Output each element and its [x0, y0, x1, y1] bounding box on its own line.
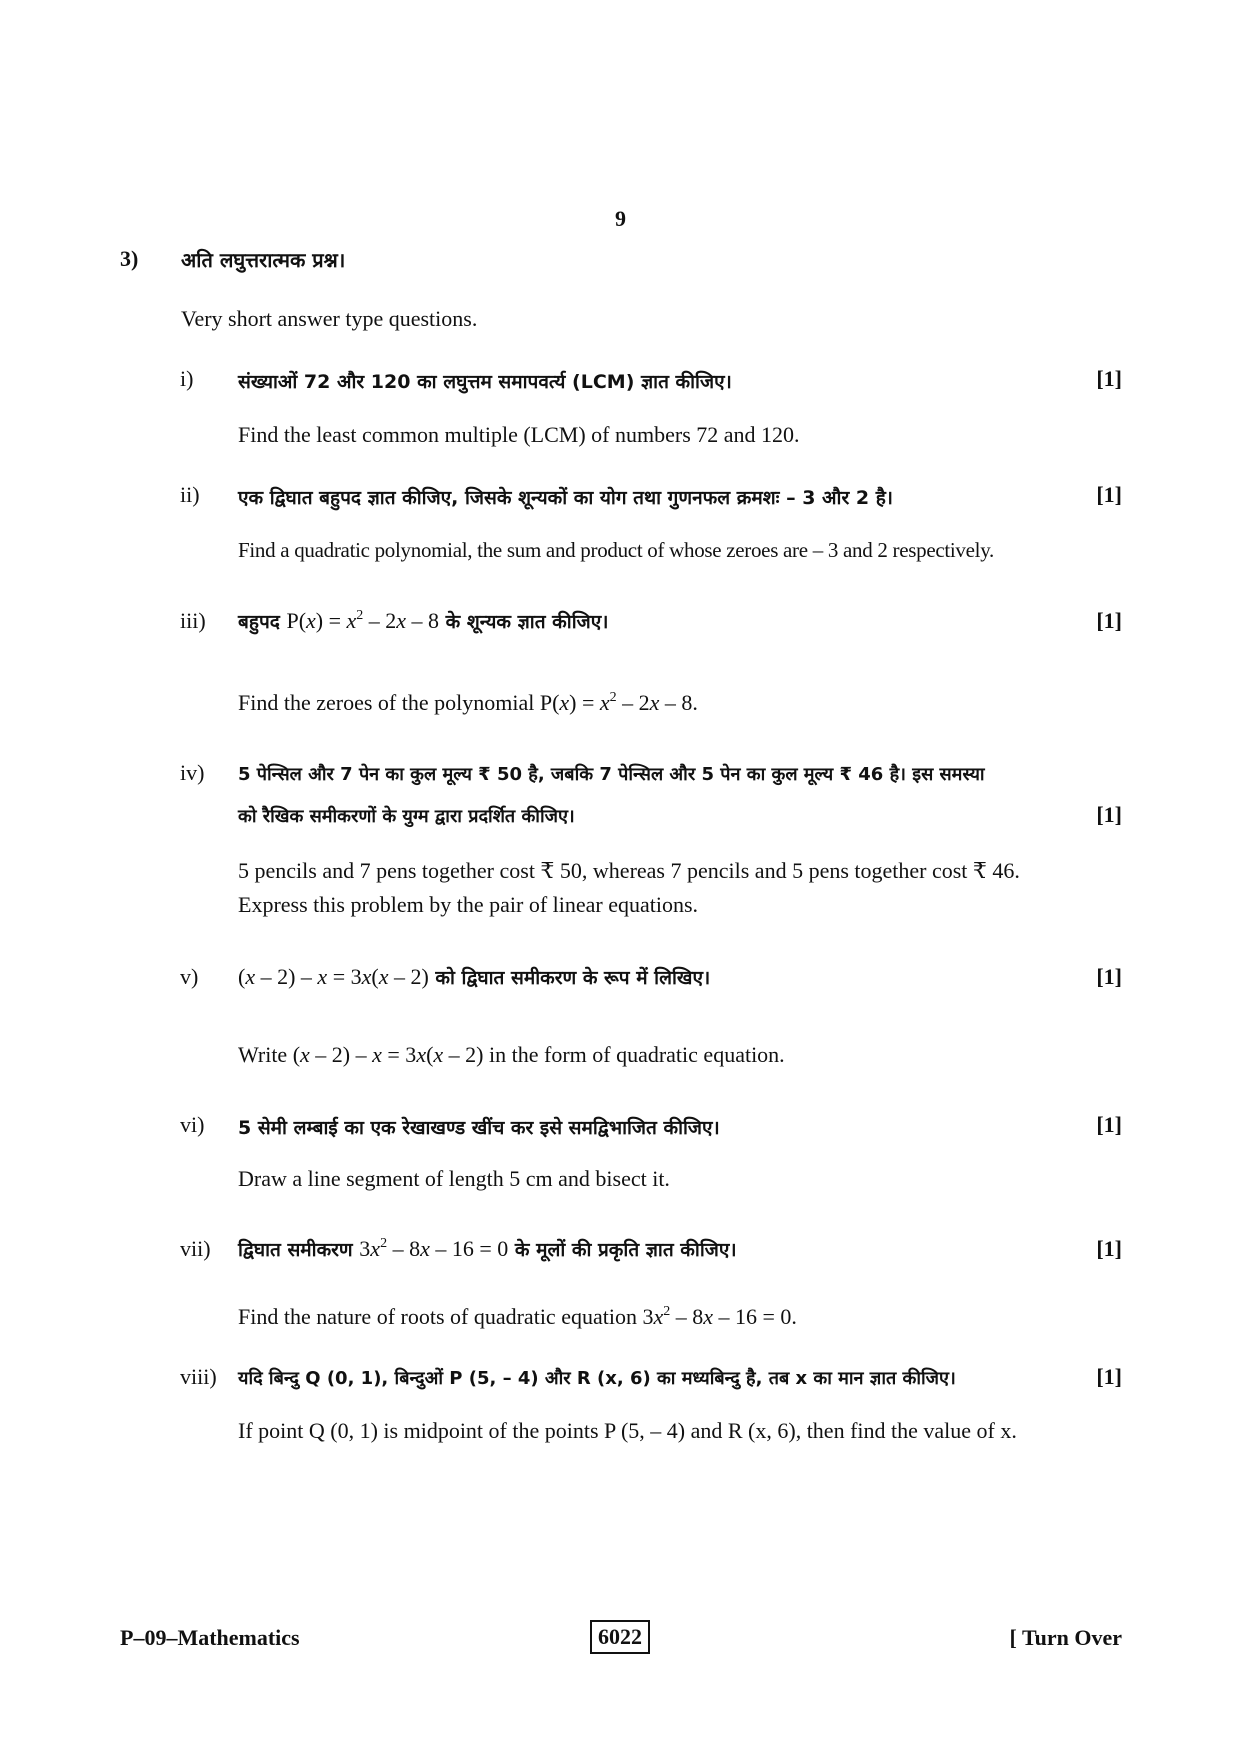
question-number: vii) — [180, 1236, 211, 1261]
question-number: ii) — [180, 482, 200, 507]
question-english-prefix: Find the zeroes of the polynomial — [238, 690, 535, 715]
equation-expression: (x – 2) – x = 3x(x – 2) — [292, 1042, 484, 1067]
question-english — [238, 690, 698, 716]
question-hindi — [238, 964, 710, 990]
question-number: iii) — [180, 608, 206, 633]
question-marks: [1] — [1096, 482, 1122, 507]
question-marks: [1] — [1096, 1112, 1122, 1137]
question-number: iv) — [180, 760, 205, 785]
question-english: If point Q (0, 1) is midpoint of the points P (5, – 4) and R (x, 6), then find the value of x. — [238, 1418, 1017, 1443]
question-hindi: एक द्विघात बहुपद ज्ञात कीजिए, जिसके शून्यकों का योग तथा गुणनफल क्रमशः – 3 और 2 है। — [238, 487, 893, 509]
section-title-english: Very short answer type questions. — [181, 306, 478, 331]
polynomial-expression: $P(x) = x^2 - 2x - 8$ — [286, 608, 440, 633]
question-hindi — [238, 608, 608, 634]
question-hindi-suffix: के शून्यक ज्ञात कीजिए। — [445, 611, 609, 633]
equation-expression: (x – 2) – x = 3x(x – 2) — [238, 964, 429, 989]
question-marks: [1] — [1096, 608, 1122, 633]
question-number: v) — [180, 964, 199, 989]
question-english-line2: Express this problem by the pair of linear equations. — [238, 892, 699, 917]
question-number: i) — [180, 366, 194, 391]
footer-paper-code: 6022 — [590, 1620, 650, 1654]
question-english-suffix: in the form of quadratic equation. — [489, 1042, 785, 1067]
footer-turn-over: [ Turn Over — [1009, 1625, 1122, 1650]
question-english: Find the least common multiple (LCM) of numbers 72 and 120. — [238, 422, 800, 447]
question-english — [238, 1042, 785, 1068]
question-hindi: यदि बिन्दु Q (0, 1), बिन्दुओं P (5, – 4) और R (x, 6) का मध्यबिन्दु है, तब x का मान ज्ञात कीजिए। — [238, 1368, 956, 1389]
question-marks: [1] — [1096, 1364, 1122, 1389]
page-number: 9 — [615, 206, 626, 231]
question-english-line1: 5 pencils and 7 pens together cost ₹ 50, whereas 7 pencils and 5 pens together cost ₹ 46. — [238, 858, 1020, 883]
question-english — [238, 1304, 797, 1330]
question-hindi-prefix: बहुपद — [238, 611, 280, 633]
question-marks: [1] — [1096, 964, 1122, 989]
question-hindi-suffix: को द्विघात समीकरण के रूप में लिखिए। — [435, 967, 711, 989]
question-english: Draw a line segment of length 5 cm and bisect it. — [238, 1166, 670, 1191]
question-hindi-suffix: के मूलों की प्रकृति ज्ञात कीजिए। — [514, 1239, 737, 1261]
equation-expression: $3x^2 - 8x - 16 = 0$ — [359, 1236, 509, 1261]
question-hindi-line1: 5 पेन्सिल और 7 पेन का कुल मूल्य ₹ 50 है, जबकि 7 पेन्सिल और 5 पेन का कुल मूल्य ₹ 46 है। इस समस्या — [238, 764, 985, 785]
equation-expression: $3x^2 - 8x - 16 = 0$. — [642, 1304, 797, 1329]
question-marks: [1] — [1096, 366, 1122, 391]
question-hindi-prefix: द्विघात समीकरण — [238, 1239, 353, 1261]
question-english-prefix: Find the nature of roots of quadratic equation — [238, 1304, 637, 1329]
section-number: 3) — [120, 246, 139, 271]
question-english: Find a quadratic polynomial, the sum and product of whose zeroes are – 3 and 2 respectively. — [238, 538, 994, 562]
polynomial-expression: $P(x) = x^2 - 2x - 8$. — [539, 690, 698, 715]
question-hindi: संख्याओं 72 और 120 का लघुत्तम समापवर्त्य (LCM) ज्ञात कीजिए। — [238, 371, 732, 393]
footer-subject: P–09–Mathematics — [120, 1625, 300, 1650]
question-english-prefix: Write — [238, 1042, 288, 1067]
question-number: viii) — [180, 1364, 217, 1389]
question-hindi: 5 सेमी लम्बाई का एक रेखाखण्ड खींच कर इसे समद्विभाजित कीजिए। — [238, 1117, 720, 1139]
section-title-hindi: अति लघुत्तरात्मक प्रश्न। — [181, 248, 346, 272]
question-hindi — [238, 1236, 737, 1262]
question-number: vi) — [180, 1112, 205, 1137]
question-hindi-line2: को रैखिक समीकरणों के युग्म द्वारा प्रदर्शित कीजिए। — [238, 806, 575, 827]
question-marks: [1] — [1096, 802, 1122, 827]
question-marks: [1] — [1096, 1236, 1122, 1261]
